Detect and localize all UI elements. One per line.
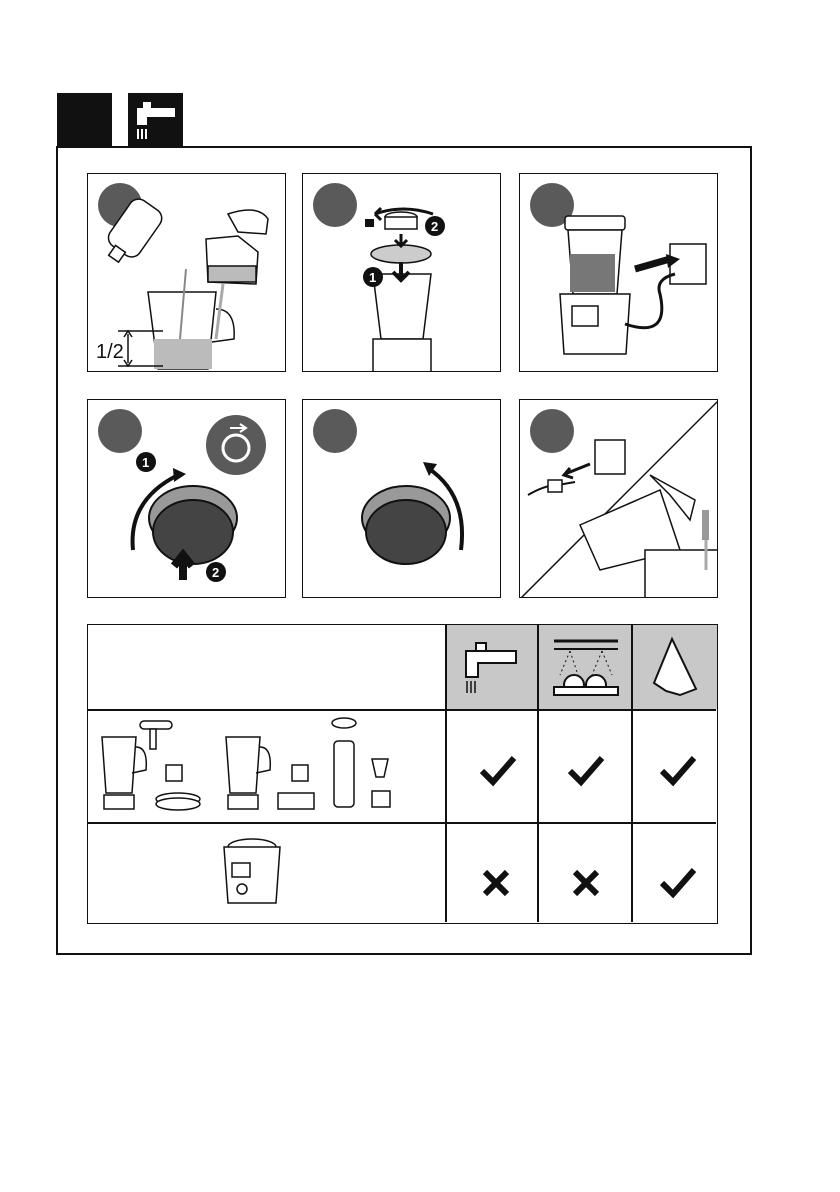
dishwasher-icon: [548, 635, 624, 699]
dishwasher-ok-check-icon: [566, 753, 606, 787]
section-marker: [57, 93, 112, 146]
step-turn-back-panel: [302, 399, 501, 598]
step-fill-jar-panel: [87, 173, 286, 372]
cloth-ok-check-icon: [658, 865, 698, 899]
tap-ok-check-icon: [478, 753, 518, 787]
callout-2: 2: [212, 565, 220, 580]
step-plug-in-panel: [519, 173, 718, 372]
cleaning-table: [87, 624, 718, 924]
tap-no-cross-icon: [480, 867, 512, 899]
jars-and-accessories-icon: [96, 715, 438, 815]
callout-1: 1: [142, 455, 150, 470]
cloth-icon: [644, 633, 708, 701]
callout-1: 1: [369, 270, 377, 285]
step-turn-dial-panel: [87, 399, 286, 598]
tap-icon: [128, 93, 183, 146]
half-fill-label: 1/2: [96, 341, 124, 363]
cloth-ok-check-icon: [658, 753, 698, 787]
callout-2: 2: [431, 219, 439, 234]
dishwasher-no-cross-icon: [570, 867, 602, 899]
step-attach-lid-panel: [302, 173, 501, 372]
step-unplug-rinse-panel: [519, 399, 718, 598]
tap-icon: [458, 635, 526, 699]
motor-base-icon: [216, 831, 288, 911]
